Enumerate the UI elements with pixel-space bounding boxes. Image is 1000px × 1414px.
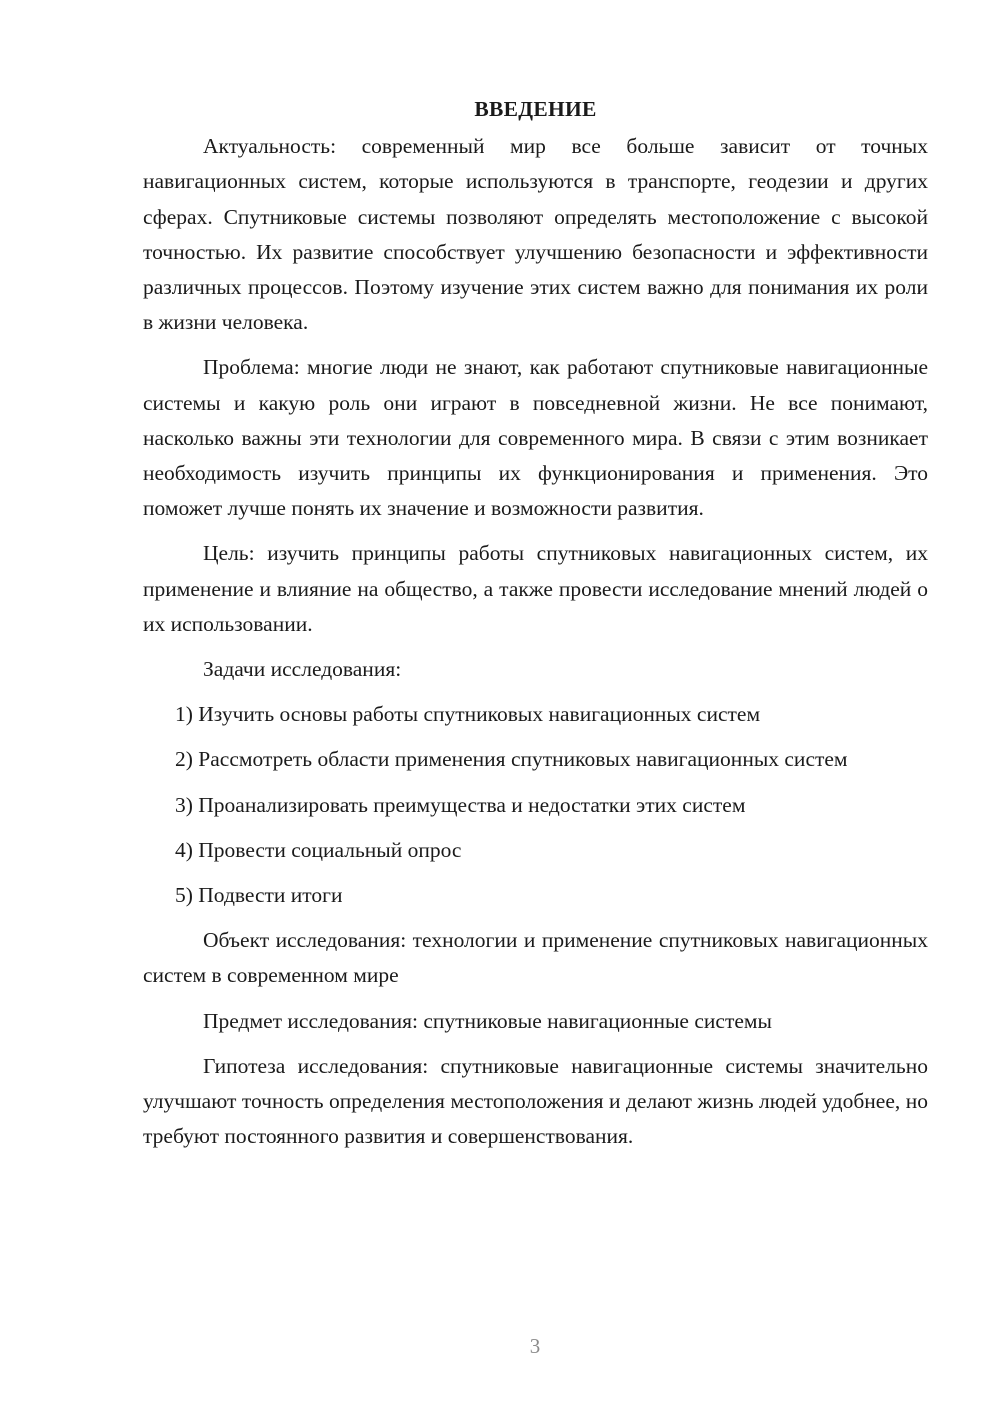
paragraph-problem: Проблема: многие люди не знают, как работают спутниковые навигационные системы и какую роль они играют в повседневной жизни. Не все понимают, насколько важны эти технологии для современного мира. В связи с этим возникает необходимость изучить принципы их функционирования и применения. Это поможет лучше понять их значение и возможности развития. (143, 355, 928, 521)
tasks-heading: Задачи исследования: (203, 657, 402, 682)
paragraph-hypothesis: Гипотеза исследования: спутниковые навигационные системы значительно улучшают точность определения местоположения и делают жизнь людей удобнее, но требуют постоянного развития и совершенствования. (143, 1053, 928, 1149)
task-item: 5) Подвести итоги (175, 883, 343, 908)
task-item: 1) Изучить основы работы спутниковых навигационных систем (175, 702, 761, 727)
paragraph-object: Объект исследования: технологии и применение спутниковых навигационных систем в современном мире (143, 928, 928, 988)
task-item: 3) Проанализировать преимущества и недостатки этих систем (175, 792, 746, 817)
page-number: 3 (529, 1334, 541, 1358)
task-item: 2) Рассмотреть области применения спутниковых навигационных систем (175, 747, 848, 772)
task-item: 4) Провести социальный опрос (175, 837, 462, 862)
tasks-list (143, 697, 928, 913)
paragraph-relevance: Актуальность: современный мир все больше зависит от точных навигационных систем, которые используются в транспорте, геодезии и других сферах. Спутниковые системы позволяют определять местоположение с высокой точностью. Их развитие способствует улучшению безопасности и эффективности различных процессов. Поэтому изучение этих систем важно для понимания их роли в жизни человека. (143, 134, 928, 335)
paragraph-goal: Цель: изучить принципы работы спутниковых навигационных систем, их применение и влияние на общество, а также провести исследование мнений людей о их использовании. (143, 541, 928, 636)
section-title: ВВЕДЕНИЕ (474, 97, 597, 121)
document-page (143, 92, 928, 1164)
paragraph-subject: Предмет исследования: спутниковые навигационные системы (203, 1008, 772, 1033)
